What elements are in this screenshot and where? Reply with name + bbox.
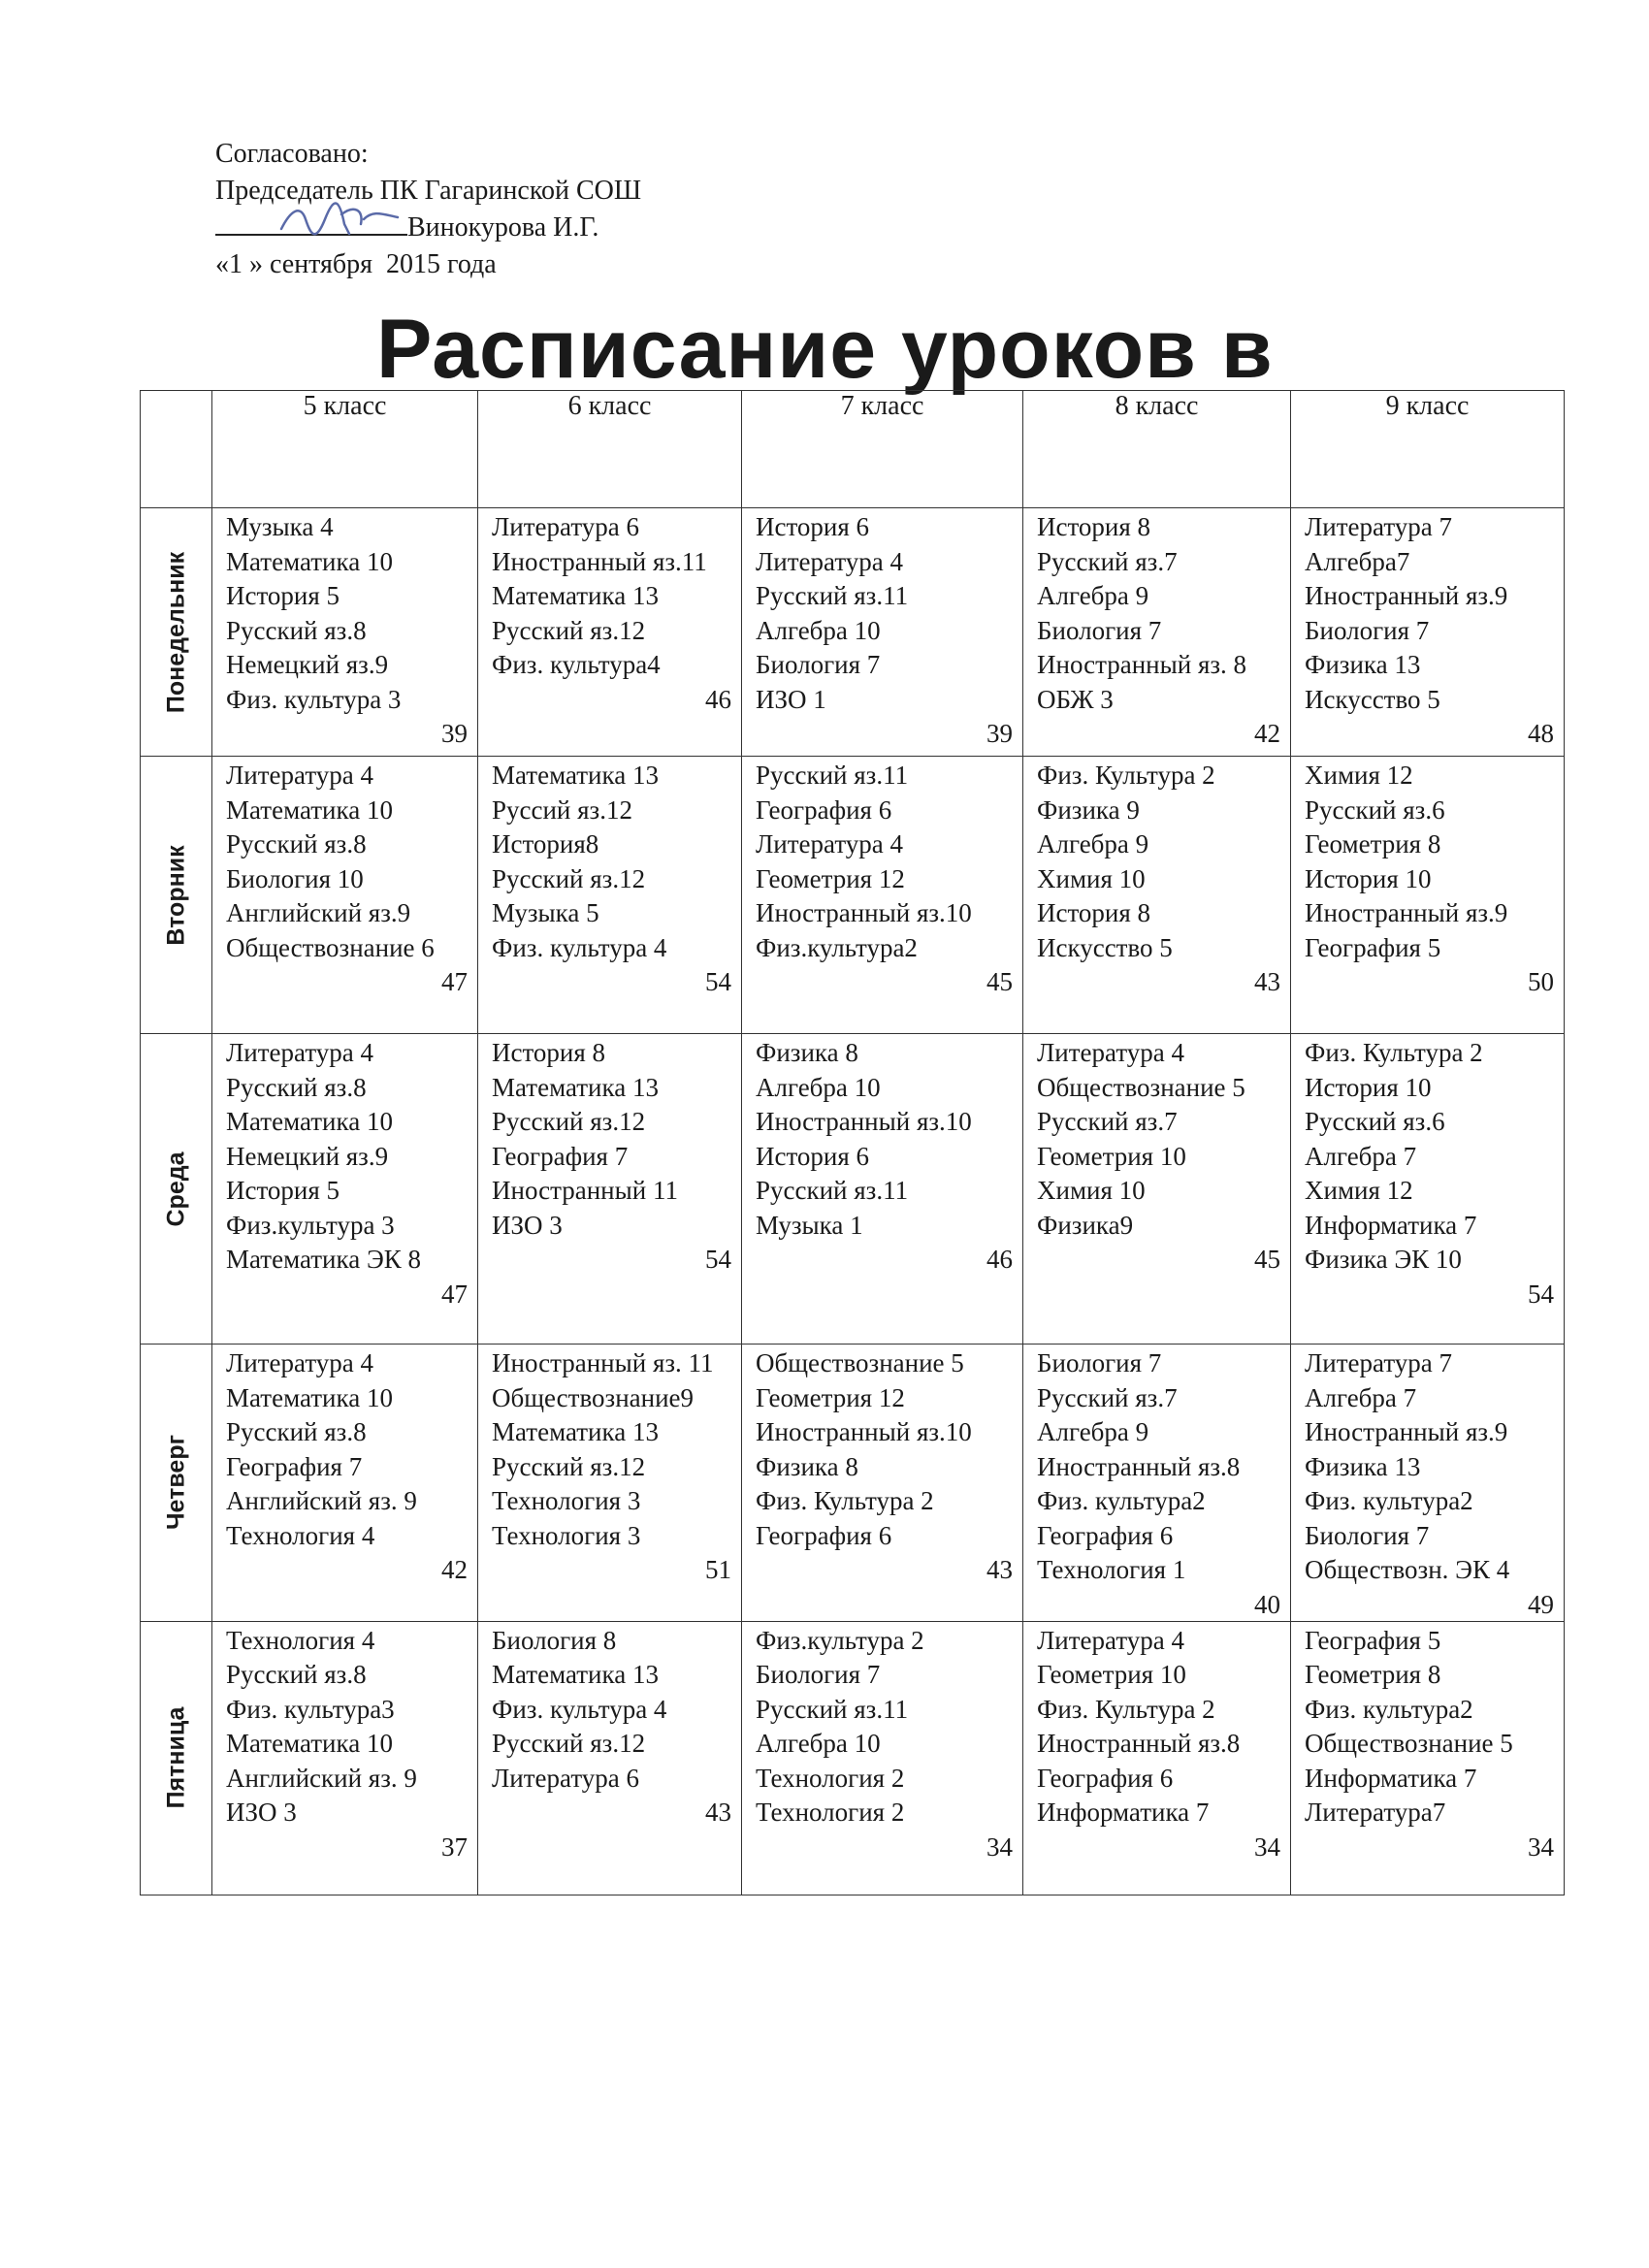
lesson-entry: Русский яз.12 [492,863,646,893]
lesson-entry: Физика 13 [1305,1451,1421,1481]
lesson-entry: Обществознание 6 [226,932,435,962]
lesson-entry: Химия 10 [1037,1176,1146,1205]
lesson-entry: ИЗО 1 [756,684,826,714]
class-header-7: 7 класс [742,391,1023,508]
schedule-cell [1023,508,1291,757]
lesson-entry: Алгебра 9 [1037,581,1149,610]
lesson-entry: Технология 2 [756,1798,905,1827]
lesson-entry: Математика 13 [492,1072,659,1102]
schedule-cell [1023,1621,1291,1895]
lesson-entry: ИЗО 3 [492,1210,563,1240]
lesson-entry: Иностранный яз.11 [492,546,707,576]
lesson-entry: География 7 [226,1451,363,1481]
schedule-cell [1023,1034,1291,1345]
lesson-entry: Информатика 7 [1037,1798,1210,1827]
schedule-cell [478,1345,742,1622]
lesson-entry: Литература 4 [226,761,374,790]
lesson-entry: Русский яз.7 [1037,1107,1178,1136]
lesson-entry: Математика 10 [226,1729,393,1758]
lesson-entry: Геометрия 12 [756,1382,905,1412]
lesson-entry: Алгебра 9 [1037,829,1149,859]
lesson-entry: История 5 [226,581,340,610]
hours-total: 54 [705,967,731,996]
hours-total: 43 [986,1555,1013,1584]
lesson-entry: Биология 7 [756,1660,881,1689]
hours-total: 42 [441,1555,468,1584]
lesson-entry: Литература 4 [226,1038,374,1067]
schedule-cell [1291,1621,1565,1895]
schedule-cell [742,508,1023,757]
hours-total: 49 [1528,1589,1554,1619]
day-label: Вторник [162,844,189,946]
lesson-entry: Литература 4 [1037,1625,1185,1655]
lesson-entry: Русский яз.12 [492,615,646,645]
lesson-entry: Алгебра 7 [1305,1141,1417,1171]
day-row-tuesday [141,757,1565,1034]
lesson-entry: Физ. Культура 2 [1037,761,1215,790]
lesson-entry: География 6 [1037,1520,1174,1550]
lesson-entry: Физ. культура 4 [492,1694,667,1724]
lesson-entry: Английский яз. 9 [226,1486,417,1515]
lesson-entry: Русский яз.8 [226,829,367,859]
lesson-entry: Литература 6 [492,1763,640,1793]
corner-cell [141,391,212,508]
lesson-entry: География 7 [492,1141,629,1171]
schedule-cell [742,757,1023,1034]
class-header-8: 8 класс [1023,391,1291,508]
lesson-entry: Иностранный яз.10 [756,1107,972,1136]
schedule-cell [1023,757,1291,1034]
hours-total: 45 [1254,1245,1280,1274]
hours-total: 46 [986,1245,1013,1274]
lesson-entry: ИЗО 3 [226,1798,297,1827]
lesson-entry: Геометрия 10 [1037,1660,1186,1689]
lesson-entry: Математика 13 [492,1417,659,1446]
lesson-entry: История 8 [1037,512,1151,541]
lesson-entry: Биология 7 [1305,1520,1430,1550]
day-cell [141,1621,212,1895]
lesson-entry: Биология 7 [756,650,881,679]
lesson-entry: Физика 13 [1305,650,1421,679]
lesson-entry: Химия 10 [1037,863,1146,893]
lesson-entry: Технология 1 [1037,1555,1186,1584]
lesson-entry: Иностранный яз. 8 [1037,650,1247,679]
schedule-cell [478,757,742,1034]
lesson-entry: Технология 4 [226,1520,375,1550]
day-label: Пятница [162,1706,189,1809]
lesson-entry: Обществозн. ЭК 4 [1305,1555,1510,1584]
hours-total: 51 [705,1555,731,1584]
day-cell [141,1345,212,1622]
day-label: Понедельник [162,551,189,713]
lesson-entry: Информатика 7 [1305,1210,1477,1240]
lesson-entry: География 6 [756,1520,892,1550]
lesson-entry: Иностранный яз.8 [1037,1451,1241,1481]
hours-total: 54 [1528,1279,1554,1309]
lesson-entry: Музыка 5 [492,898,599,927]
lesson-entry: Физ. культура2 [1305,1486,1473,1515]
lesson-entry: История 6 [756,512,870,541]
lesson-entry: История 8 [1037,898,1151,927]
schedule-cell [478,508,742,757]
lesson-entry: Математика 13 [492,761,659,790]
lesson-entry: Литература 4 [756,546,904,576]
lesson-entry: Русский яз.11 [756,761,909,790]
lesson-entry: Алгебра 9 [1037,1417,1149,1446]
lesson-entry: История 5 [226,1176,340,1205]
lesson-entry: Искусство 5 [1037,932,1173,962]
hours-total: 47 [441,967,468,996]
lesson-entry: Математика 10 [226,794,393,825]
lesson-entry: Обществознание 5 [756,1348,964,1377]
lesson-entry: Русский яз.7 [1037,546,1178,576]
lesson-entry: Математика ЭК 8 [226,1245,422,1274]
approval-position: Председатель ПК Гагаринской СОШ [215,176,642,206]
lesson-entry: Музыка 4 [226,512,334,541]
hours-total: 40 [1254,1589,1280,1619]
lesson-entry: Литература 4 [226,1348,374,1377]
schedule-cell [742,1034,1023,1345]
hours-total: 34 [1254,1831,1280,1862]
lesson-entry: Физика 8 [756,1451,858,1481]
lesson-entry: Физ. Культура 2 [1305,1038,1483,1067]
lesson-entry: Иностранный яз.10 [756,1417,972,1446]
hours-total: 42 [1254,719,1280,748]
lesson-entry: География 5 [1305,932,1441,962]
lesson-entry: География 6 [1037,1763,1174,1793]
lesson-entry: Биология 7 [1305,615,1430,645]
lesson-entry: История 6 [756,1141,870,1171]
hours-total: 34 [986,1831,1013,1862]
lesson-entry: Физ. культура2 [1037,1486,1206,1515]
hours-total: 54 [705,1245,731,1274]
lesson-entry: Алгебра 7 [1305,1382,1417,1412]
lesson-entry: Технология 3 [492,1520,641,1550]
lesson-entry: Физика9 [1037,1210,1134,1240]
day-row-thursday [141,1345,1565,1622]
day-row-wednesday [141,1034,1565,1345]
hours-total: 47 [441,1279,468,1309]
lesson-entry: Русский яз.11 [756,581,909,610]
schedule-cell [742,1345,1023,1622]
lesson-entry: Физика ЭК 10 [1305,1245,1462,1274]
lesson-entry: Физ. культура 4 [492,932,667,962]
schedule-cell [1023,1345,1291,1622]
hours-total: 34 [1528,1831,1554,1862]
lesson-entry: Немецкий яз.9 [226,1141,389,1171]
lesson-entry: Математика 10 [226,546,393,576]
lesson-entry: Искусство 5 [1305,684,1440,714]
day-row-friday [141,1621,1565,1895]
lesson-entry: История 10 [1305,863,1432,893]
class-header-5: 5 класс [212,391,478,508]
approval-date: «1 » сентября 2015 года [215,249,497,279]
hours-total: 48 [1528,719,1554,748]
schedule-cell [212,1621,478,1895]
schedule-cell [212,1345,478,1622]
lesson-entry: Физ. культура2 [1305,1694,1473,1724]
lesson-entry: История8 [492,829,599,859]
lesson-entry: Алгебра 10 [756,615,881,645]
lesson-entry: Литература7 [1305,1798,1446,1827]
lesson-entry: Алгебра 10 [756,1729,881,1758]
lesson-entry: Руссий яз.12 [492,794,632,825]
lesson-entry: Русский яз.8 [226,1072,367,1102]
lesson-entry: Литература 7 [1305,1348,1453,1377]
lesson-entry: Геометрия 10 [1037,1141,1186,1171]
lesson-entry: Немецкий яз.9 [226,650,389,679]
lesson-entry: Физ.культура 3 [226,1210,395,1240]
schedule-cell [1291,757,1565,1034]
lesson-entry: Биология 8 [492,1625,617,1655]
lesson-entry: Английский яз. 9 [226,1763,417,1793]
approval-heading: Согласовано: [215,139,369,169]
lesson-entry: Иностранный яз.9 [1305,1417,1508,1446]
lesson-entry: Химия 12 [1305,761,1413,790]
lesson-entry: Биология 7 [1037,615,1162,645]
lesson-entry: Физ. Культура 2 [1037,1694,1215,1724]
lesson-entry: Литература 4 [1037,1038,1185,1067]
class-header-row [141,391,1565,508]
day-label: Четверг [162,1435,189,1531]
lesson-entry: Геометрия 8 [1305,829,1441,859]
lesson-entry: Технология 4 [226,1625,375,1655]
lesson-entry: Обществознание 5 [1305,1729,1513,1758]
schedule-cell [212,1034,478,1345]
lesson-entry: Физика 8 [756,1038,858,1067]
lesson-entry: Геометрия 12 [756,863,905,893]
lesson-entry: Физ. культура3 [226,1694,395,1724]
schedule-cell [1291,1034,1565,1345]
hours-total: 50 [1528,967,1554,996]
lesson-entry: История 10 [1305,1072,1432,1102]
lesson-entry: Русский яз.12 [492,1107,646,1136]
lesson-entry: Иностранный яз.9 [1305,581,1508,610]
lesson-entry: Литература 6 [492,512,640,541]
schedule-cell [1291,1345,1565,1622]
lesson-entry: Физика 9 [1037,794,1140,825]
schedule-cell [478,1034,742,1345]
hours-total: 37 [441,1831,468,1862]
lesson-entry: ОБЖ 3 [1037,684,1114,714]
lesson-entry: Биология 7 [1037,1348,1162,1377]
lesson-entry: Физ. культура 3 [226,684,402,714]
schedule-cell [742,1621,1023,1895]
schedule-table [140,390,1565,1895]
lesson-entry: Физ. Культура 2 [756,1486,934,1515]
lesson-entry: Русский яз.12 [492,1729,646,1758]
day-label: Среда [162,1150,189,1227]
lesson-entry: Русский яз.6 [1305,794,1445,825]
lesson-entry: Информатика 7 [1305,1763,1477,1793]
lesson-entry: Алгебра7 [1305,546,1410,576]
schedule-cell [478,1621,742,1895]
lesson-entry: Русский яз.11 [756,1694,909,1724]
lesson-entry: Математика 10 [226,1382,393,1412]
hours-total: 39 [441,719,468,748]
approval-name: Винокурова И.Г. [407,212,599,243]
day-cell [141,508,212,757]
lesson-entry: География 5 [1305,1625,1441,1655]
lesson-entry: Иностранный 11 [492,1176,678,1205]
lesson-entry: Алгебра 10 [756,1072,881,1102]
schedule-cell [212,757,478,1034]
lesson-entry: Русский яз.7 [1037,1382,1178,1412]
lesson-entry: Русский яз.8 [226,1660,367,1689]
lesson-entry: Физ. культура4 [492,650,661,679]
lesson-entry: Русский яз.12 [492,1451,646,1481]
lesson-entry: История 8 [492,1038,606,1067]
lesson-entry: Обществознание 5 [1037,1072,1245,1102]
lesson-entry: Музыка 1 [756,1210,863,1240]
lesson-entry: Иностранный яз.9 [1305,898,1508,927]
lesson-entry: Русский яз.6 [1305,1107,1445,1136]
day-cell [141,1034,212,1345]
page-title: Расписание уроков в [376,303,1274,396]
lesson-entry: Технология 2 [756,1763,905,1793]
hours-total: 43 [705,1798,731,1827]
lesson-entry: Математика 13 [492,581,659,610]
hours-total: 39 [986,719,1013,748]
lesson-entry: География 6 [756,794,892,825]
lesson-entry: Математика 10 [226,1107,393,1136]
handwritten-signature [272,190,407,248]
schedule-cell [212,508,478,757]
day-row-monday [141,508,1565,757]
lesson-entry: Технология 3 [492,1486,641,1515]
lesson-entry: Литература 7 [1305,512,1453,541]
lesson-entry: Иностранный яз. 11 [492,1348,714,1377]
class-header-9: 9 класс [1291,391,1565,508]
lesson-entry: Химия 12 [1305,1176,1413,1205]
hours-total: 45 [986,967,1013,996]
hours-total: 46 [705,684,731,714]
lesson-entry: Физ.культура2 [756,932,918,962]
lesson-entry: Физ.культура 2 [756,1625,924,1655]
lesson-entry: Обществознание9 [492,1382,695,1412]
lesson-entry: Геометрия 8 [1305,1660,1441,1689]
lesson-entry: Русский яз.8 [226,615,367,645]
schedule-cell [1291,508,1565,757]
lesson-entry: Иностранный яз.8 [1037,1729,1241,1758]
class-header-6: 6 класс [478,391,742,508]
lesson-entry: Литература 4 [756,829,904,859]
day-cell [141,757,212,1034]
lesson-entry: Английский яз.9 [226,898,411,927]
lesson-entry: Русский яз.8 [226,1417,367,1446]
lesson-entry: Биология 10 [226,863,364,893]
lesson-entry: Математика 13 [492,1660,659,1689]
lesson-entry: Иностранный яз.10 [756,898,972,927]
hours-total: 43 [1254,967,1280,996]
lesson-entry: Русский яз.11 [756,1176,909,1205]
